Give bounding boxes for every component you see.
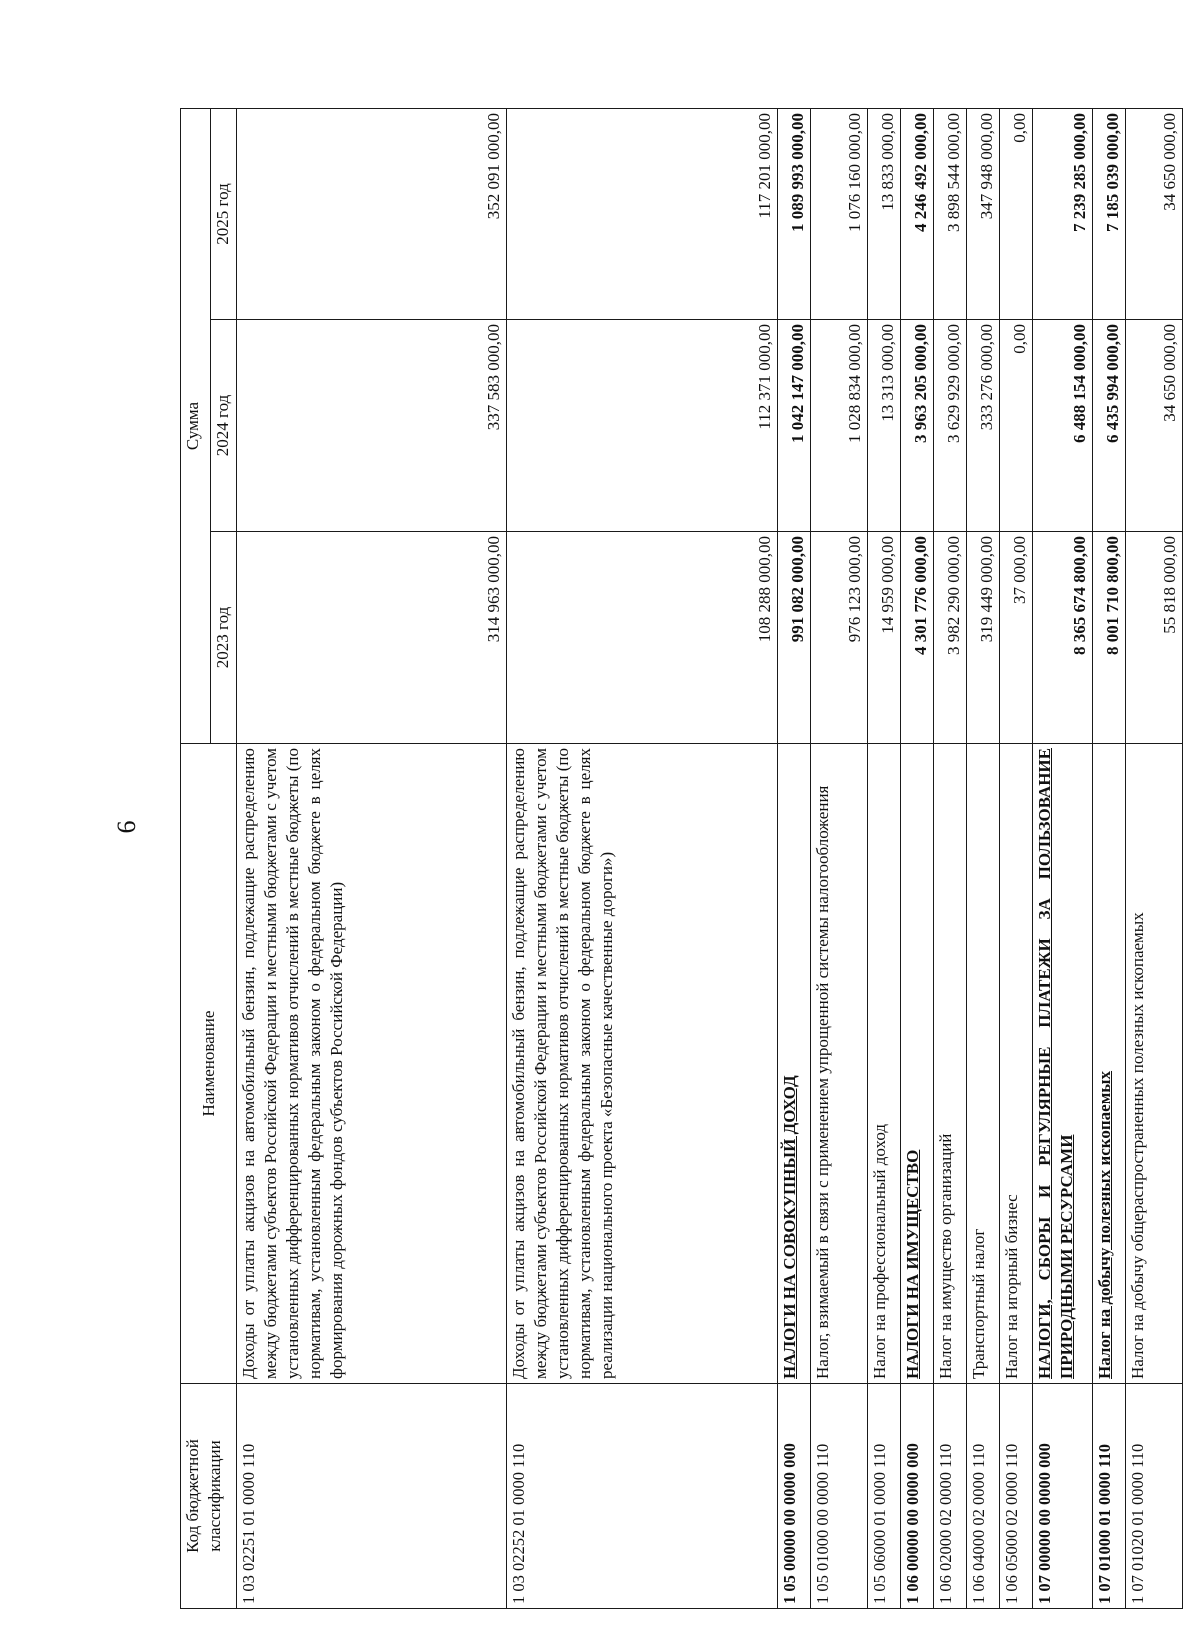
row-value-2023: 8 001 710 800,00 bbox=[1092, 532, 1125, 744]
row-code: 1 03 02252 01 0000 110 bbox=[507, 1384, 777, 1609]
row-code: 1 06 04000 02 0000 110 bbox=[967, 1384, 1000, 1609]
header-year-2024: 2024 год bbox=[211, 320, 237, 532]
row-code: 1 07 01000 01 0000 110 bbox=[1092, 1384, 1125, 1609]
row-name: Доходы от уплаты акцизов на автомобильный бензин, подлежащие распределению между бюджетами субъектов Российской Федерации и местными бюджетами с учетом установленных дифференцированных нормативов отчислений в местные бюджеты (по нормативам, установленным федеральным законом о федеральном бюджете в целях реализации национального проекта «Безопасные качественные дороги») bbox=[507, 744, 777, 1384]
row-value-2025: 117 201 000,00 bbox=[507, 109, 777, 320]
row-value-2023: 14 959 000,00 bbox=[868, 532, 901, 744]
row-code: 1 06 02000 02 0000 110 bbox=[934, 1384, 967, 1609]
header-sum: Сумма bbox=[181, 109, 211, 744]
row-name: Налог на добычу общераспространенных полезных ископаемых bbox=[1125, 744, 1182, 1384]
table-row bbox=[967, 109, 1000, 1609]
row-value-2024: 6 488 154 000,00 bbox=[1033, 320, 1093, 532]
row-value-2023: 3 982 290 000,00 bbox=[934, 532, 967, 744]
row-name: Налог, взимаемый в связи с применением упрощенной системы налогообложения bbox=[810, 744, 867, 1384]
row-value-2024: 13 313 000,00 bbox=[868, 320, 901, 532]
row-value-2024: 333 276 000,00 bbox=[967, 320, 1000, 532]
row-value-2025: 1 076 160 000,00 bbox=[810, 109, 867, 320]
row-name: Налог на игорный бизнес bbox=[1000, 744, 1033, 1384]
row-code: 1 07 00000 00 0000 000 bbox=[1033, 1384, 1093, 1609]
row-value-2023: 991 082 000,00 bbox=[777, 532, 810, 744]
row-code: 1 05 00000 00 0000 000 bbox=[777, 1384, 810, 1609]
row-value-2025: 4 246 492 000,00 bbox=[901, 109, 934, 320]
row-value-2023: 37 000,00 bbox=[1000, 532, 1033, 744]
row-value-2023: 108 288 000,00 bbox=[507, 532, 777, 744]
row-name: Налог на имущество организаций bbox=[934, 744, 967, 1384]
row-value-2025: 352 091 000,00 bbox=[237, 109, 507, 320]
row-name: Транспортный налог bbox=[967, 744, 1000, 1384]
row-name: НАЛОГИ, СБОРЫ И РЕГУЛЯРНЫЕ ПЛАТЕЖИ ЗА ПОЛЬЗОВАНИЕ ПРИРОДНЫМИ РЕСУРСАМИ bbox=[1033, 744, 1093, 1384]
header-year-2025: 2025 год bbox=[211, 109, 237, 320]
row-value-2023: 976 123 000,00 bbox=[810, 532, 867, 744]
row-value-2025: 3 898 544 000,00 bbox=[934, 109, 967, 320]
row-value-2025: 347 948 000,00 bbox=[967, 109, 1000, 320]
row-value-2023: 319 449 000,00 bbox=[967, 532, 1000, 744]
table-row bbox=[1033, 109, 1093, 1609]
row-name: Доходы от уплаты акцизов на автомобильный бензин, подлежащие распределению между бюджетами субъектов Российской Федерации и местными бюджетами с учетом установленных дифференцированных нормативов отчислений в местные бюджеты (по нормативам, установленным федеральным законом о федеральном бюджете в целях формирования дорожных фондов субъектов Российской Федерации) bbox=[237, 744, 507, 1384]
row-name: Налог на добычу полезных ископаемых bbox=[1092, 744, 1125, 1384]
row-value-2023: 4 301 776 000,00 bbox=[901, 532, 934, 744]
table-row bbox=[777, 109, 810, 1609]
row-value-2024: 6 435 994 000,00 bbox=[1092, 320, 1125, 532]
page-number: 6 bbox=[112, 820, 141, 834]
row-value-2023: 8 365 674 800,00 bbox=[1033, 532, 1093, 744]
row-code: 1 03 02251 01 0000 110 bbox=[237, 1384, 507, 1609]
table-row bbox=[237, 109, 507, 1609]
header-year-2023: 2023 год bbox=[211, 532, 237, 744]
rotated-table-container bbox=[180, 109, 1183, 1609]
row-value-2025: 13 833 000,00 bbox=[868, 109, 901, 320]
row-value-2024: 34 650 000,00 bbox=[1125, 320, 1182, 532]
row-value-2025: 1 089 993 000,00 bbox=[777, 109, 810, 320]
row-name: НАЛОГИ НА ИМУЩЕСТВО bbox=[901, 744, 934, 1384]
row-value-2024: 3 963 205 000,00 bbox=[901, 320, 934, 532]
header-code: Код бюджетной классификации bbox=[181, 1384, 237, 1609]
row-value-2025: 7 185 039 000,00 bbox=[1092, 109, 1125, 320]
row-value-2024: 1 042 147 000,00 bbox=[777, 320, 810, 532]
row-code: 1 05 06000 01 0000 110 bbox=[868, 1384, 901, 1609]
row-value-2024: 0,00 bbox=[1000, 320, 1033, 532]
row-code: 1 06 00000 00 0000 000 bbox=[901, 1384, 934, 1609]
table-row bbox=[901, 109, 934, 1609]
table-row bbox=[934, 109, 967, 1609]
table-row bbox=[868, 109, 901, 1609]
table-row bbox=[1000, 109, 1033, 1609]
row-name: НАЛОГИ НА СОВОКУПНЫЙ ДОХОД bbox=[777, 744, 810, 1384]
row-name: Налог на профессиональный доход bbox=[868, 744, 901, 1384]
header-name: Наименование bbox=[181, 744, 237, 1384]
table-row bbox=[810, 109, 867, 1609]
row-value-2023: 55 818 000,00 bbox=[1125, 532, 1182, 744]
row-value-2024: 337 583 000,00 bbox=[237, 320, 507, 532]
budget-table bbox=[180, 108, 1183, 1609]
table-row bbox=[1125, 109, 1182, 1609]
row-value-2023: 314 963 000,00 bbox=[237, 532, 507, 744]
row-code: 1 07 01020 01 0000 110 bbox=[1125, 1384, 1182, 1609]
row-value-2024: 1 028 834 000,00 bbox=[810, 320, 867, 532]
row-value-2025: 7 239 285 000,00 bbox=[1033, 109, 1093, 320]
row-value-2025: 34 650 000,00 bbox=[1125, 109, 1182, 320]
table-row bbox=[1092, 109, 1125, 1609]
row-value-2025: 0,00 bbox=[1000, 109, 1033, 320]
row-value-2024: 112 371 000,00 bbox=[507, 320, 777, 532]
table-row bbox=[507, 109, 777, 1609]
row-code: 1 06 05000 02 0000 110 bbox=[1000, 1384, 1033, 1609]
row-code: 1 05 01000 00 0000 110 bbox=[810, 1384, 867, 1609]
row-value-2024: 3 629 929 000,00 bbox=[934, 320, 967, 532]
